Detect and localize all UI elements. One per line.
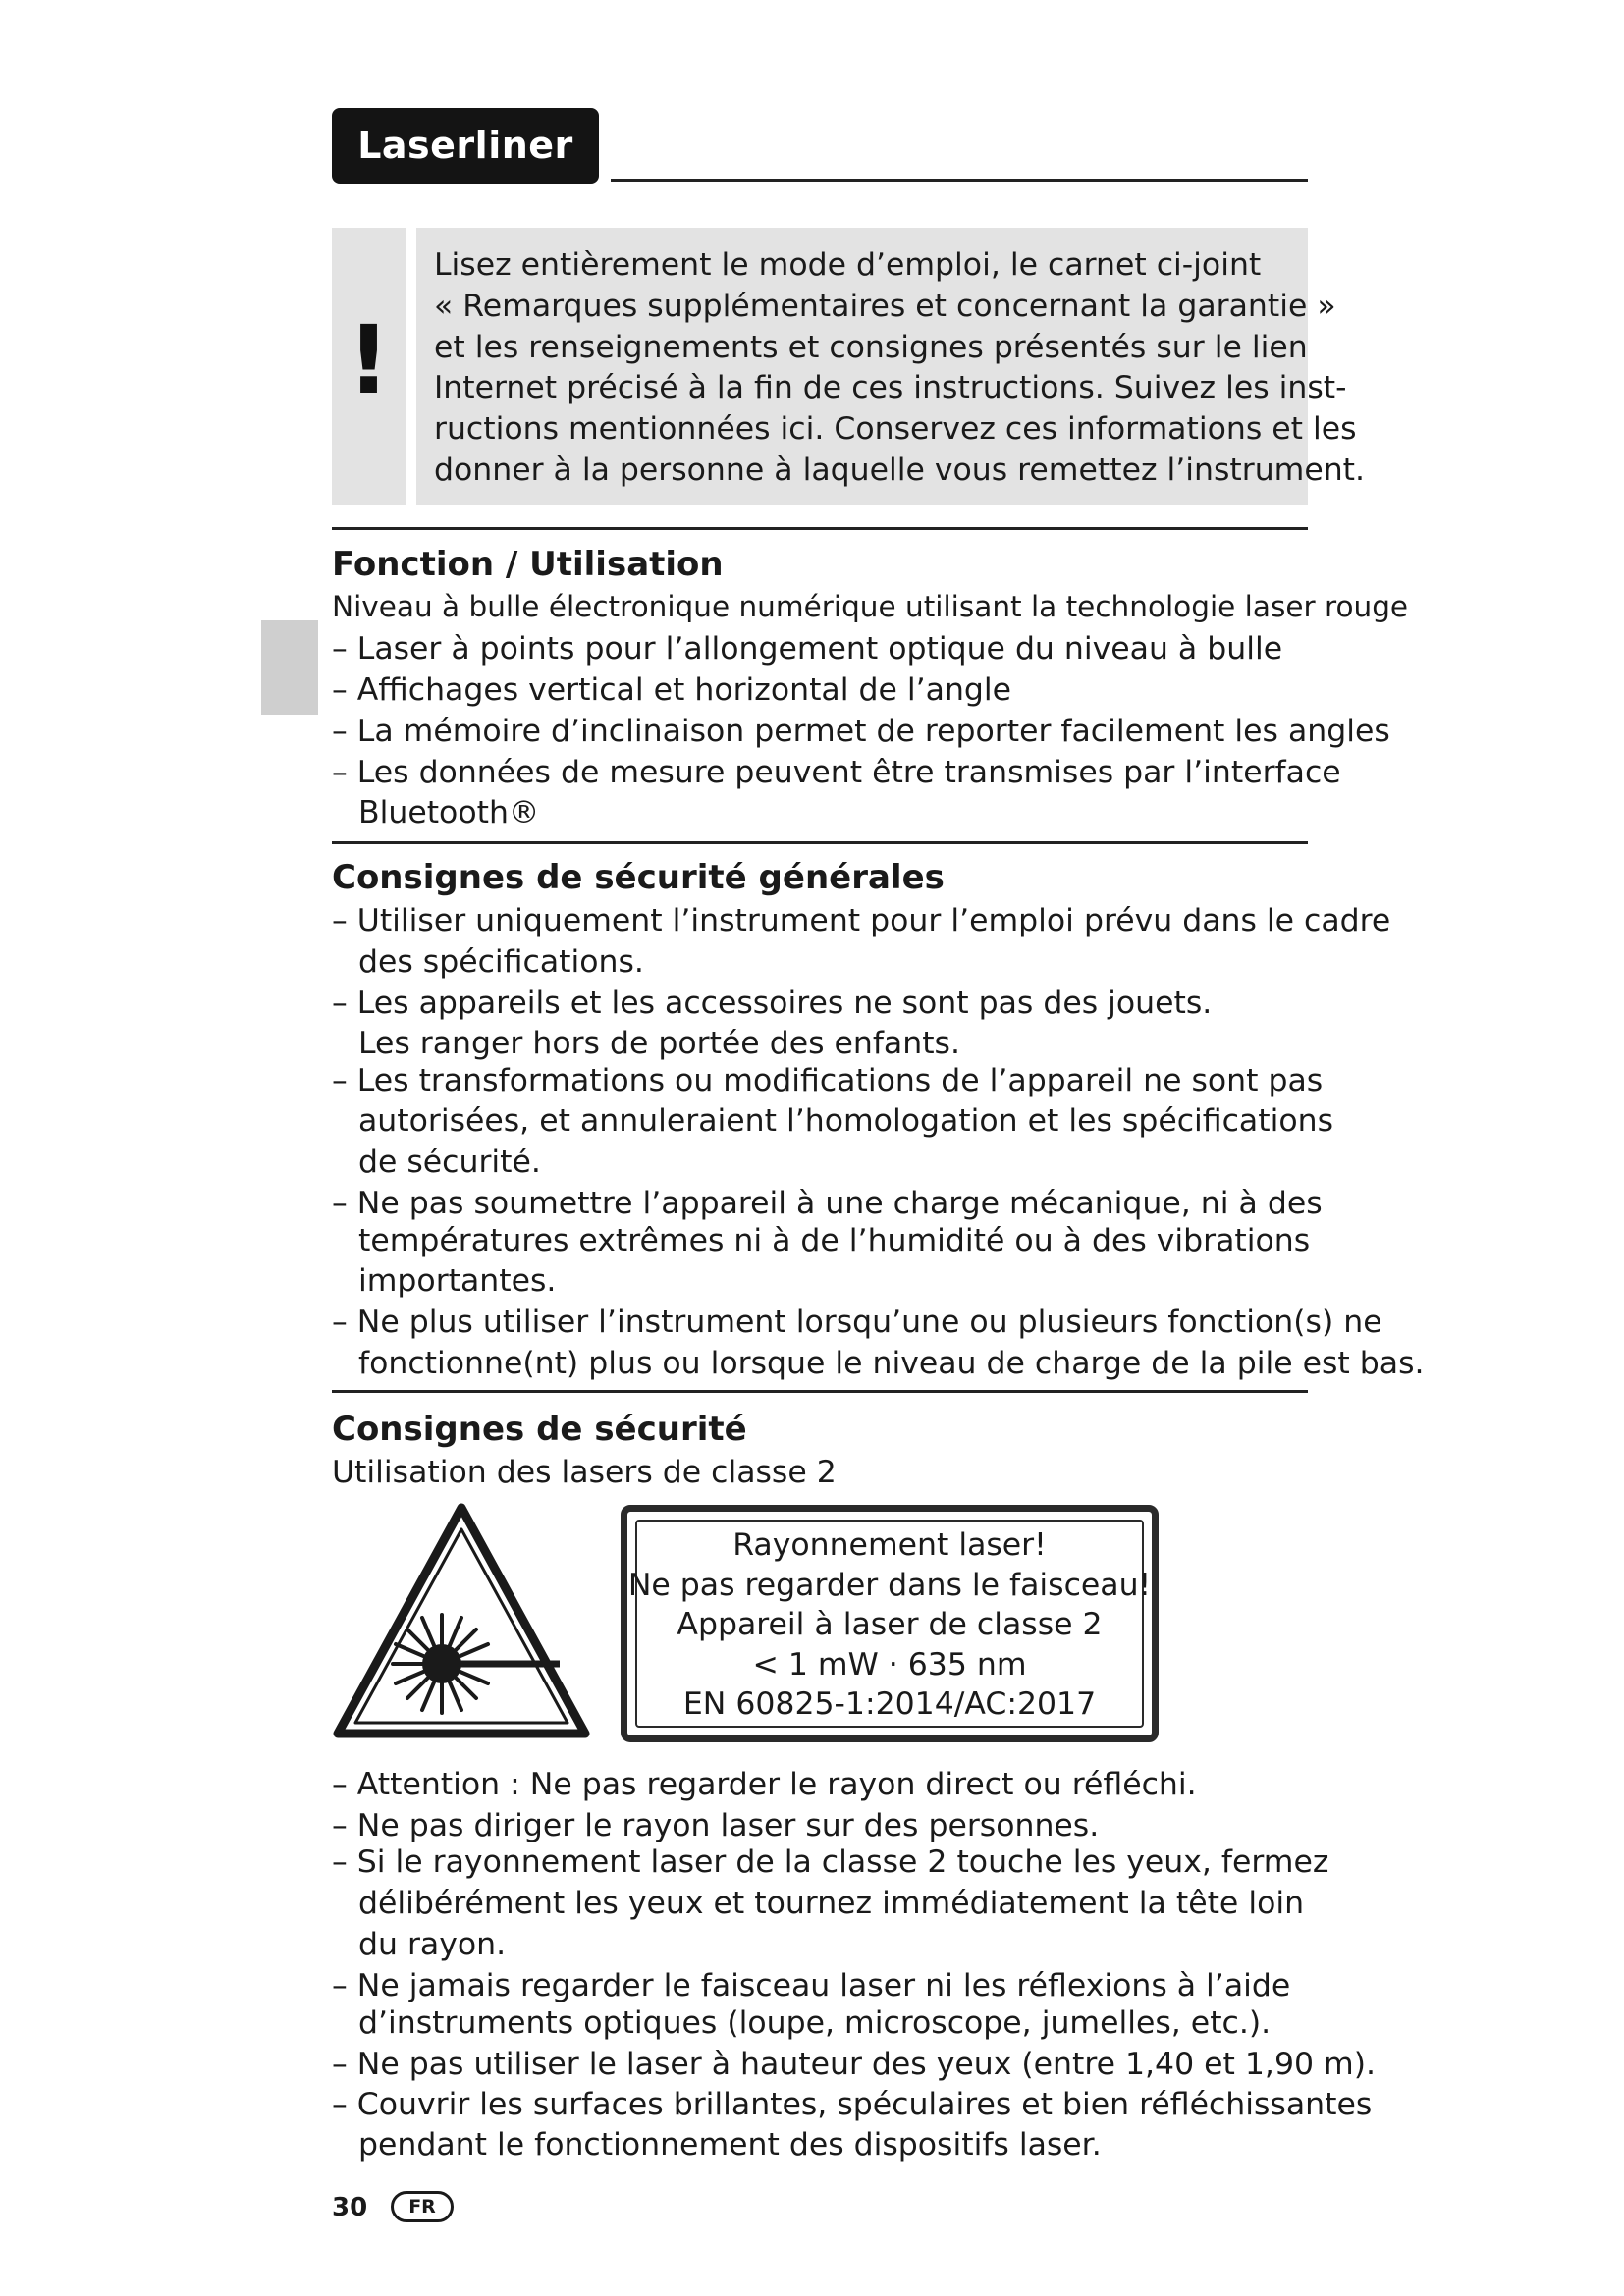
laser-label-line: Rayonnement laser! (732, 1527, 1047, 1563)
laser-label-line: EN 60825-1:2014/AC:2017 (682, 1686, 1097, 1722)
safety-line: délibérément les yeux et tournez immédiatement la tête loin (358, 1886, 1305, 1921)
notice-line: Lisez entièrement le mode d’emploi, le carnet ci-joint (434, 247, 1262, 283)
notice-line: et les renseignements et consignes présentés sur le lien (434, 329, 1308, 365)
general-safety-line: – Ne plus utiliser l’instrument lorsqu’une ou plusieurs fonction(s) ne (332, 1305, 1382, 1340)
section-title-general-safety: Consignes de sécurité générales (332, 858, 945, 897)
safety-line: – Couvrir les surfaces brillantes, spéculaires et bien réfléchissantes (332, 2087, 1373, 2122)
general-safety-line: – Ne pas soumettre l’appareil à une charge mécanique, ni à des (332, 1186, 1323, 1221)
function-line: – Les données de mesure peuvent être transmises par l’interface (332, 755, 1341, 790)
function-line: Niveau à bulle électronique numérique utilisant la technologie laser rouge (332, 590, 1409, 623)
notice-line: ructions mentionnées ici. Conservez ces informations et les (434, 411, 1357, 448)
safety-line: du rayon. (358, 1927, 507, 1962)
safety-line: – Si le rayonnement laser de la classe 2 touche les yeux, fermez (332, 1844, 1329, 1880)
safety-line: – Ne pas utiliser le laser à hauteur des yeux (entre 1,40 et 1,90 m). (332, 2047, 1377, 2082)
general-safety-line: – Utiliser uniquement l’instrument pour l’emploi prévu dans le cadre (332, 903, 1391, 938)
function-line: – Laser à points pour l’allongement optique du niveau à bulle (332, 631, 1283, 667)
laser-label-line: Appareil à laser de classe 2 (677, 1607, 1103, 1642)
safety-line: pendant le fonctionnement des dispositifs laser. (358, 2127, 1102, 2163)
function-line: – La mémoire d’inclinaison permet de reporter facilement les angles (332, 714, 1390, 749)
general-safety-line: autorisées, et annuleraient l’homologation et les spécifications (358, 1103, 1333, 1139)
general-safety-line: – Les transformations ou modifications de l’appareil ne sont pas (332, 1063, 1324, 1098)
safety-subtitle: Utilisation des lasers de classe 2 (332, 1455, 837, 1490)
laser-warning-icon (332, 1502, 591, 1742)
section-divider (332, 527, 1308, 530)
section-title-function: Fonction / Utilisation (332, 545, 724, 584)
page-number: 30 (332, 2193, 368, 2222)
function-line: Bluetooth® (358, 795, 540, 830)
exclamation-icon: ! (347, 305, 391, 415)
general-safety-line: fonctionne(nt) plus ou lorsque le niveau de charge de la pile est bas. (358, 1346, 1425, 1381)
general-safety-line: Les ranger hors de portée des enfants. (358, 1026, 960, 1061)
section-divider (332, 841, 1308, 844)
general-safety-line: températures extrêmes ni à de l’humidité ou à des vibrations (358, 1223, 1311, 1258)
safety-line: – Ne jamais regarder le faisceau laser ni les réflexions à l’aide (332, 1968, 1291, 2003)
general-safety-line: importantes. (358, 1263, 557, 1299)
safety-line: d’instruments optiques (loupe, microscope, jumelles, etc.). (358, 2005, 1272, 2041)
notice-line: Internet précisé à la fin de ces instructions. Suivez les inst- (434, 370, 1347, 406)
laser-class-label-text (627, 1525, 1152, 1725)
notice-box (416, 228, 1366, 505)
section-divider (332, 1390, 1308, 1393)
notice-symbol-box (332, 228, 406, 505)
general-safety-line: – Les appareils et les accessoires ne sont pas des jouets. (332, 986, 1213, 1021)
safety-line: – Attention : Ne pas regarder le rayon direct ou réfléchi. (332, 1767, 1197, 1802)
laser-label-line: < 1 mW · 635 nm (752, 1646, 1027, 1682)
brand-logo: Laserliner (332, 108, 599, 184)
general-safety-line: des spécifications. (358, 944, 644, 980)
section-side-tab (261, 620, 318, 715)
notice-text (434, 245, 1366, 492)
safety-line: – Ne pas diriger le rayon laser sur des personnes. (332, 1808, 1100, 1843)
laser-class-label (621, 1505, 1159, 1742)
notice-line: donner à la personne à laquelle vous remettez l’instrument. (434, 452, 1366, 488)
section-title-safety: Consignes de sécurité (332, 1410, 747, 1449)
language-badge: FR (391, 2191, 454, 2222)
function-line: – Affichages vertical et horizontal de l’angle (332, 672, 1012, 708)
notice-line: « Remarques supplémentaires et concernant la garantie » (434, 288, 1336, 324)
laser-label-line: Ne pas regarder dans le faisceau! (627, 1567, 1152, 1603)
header-rule (611, 179, 1308, 182)
general-safety-line: de sécurité. (358, 1145, 541, 1180)
